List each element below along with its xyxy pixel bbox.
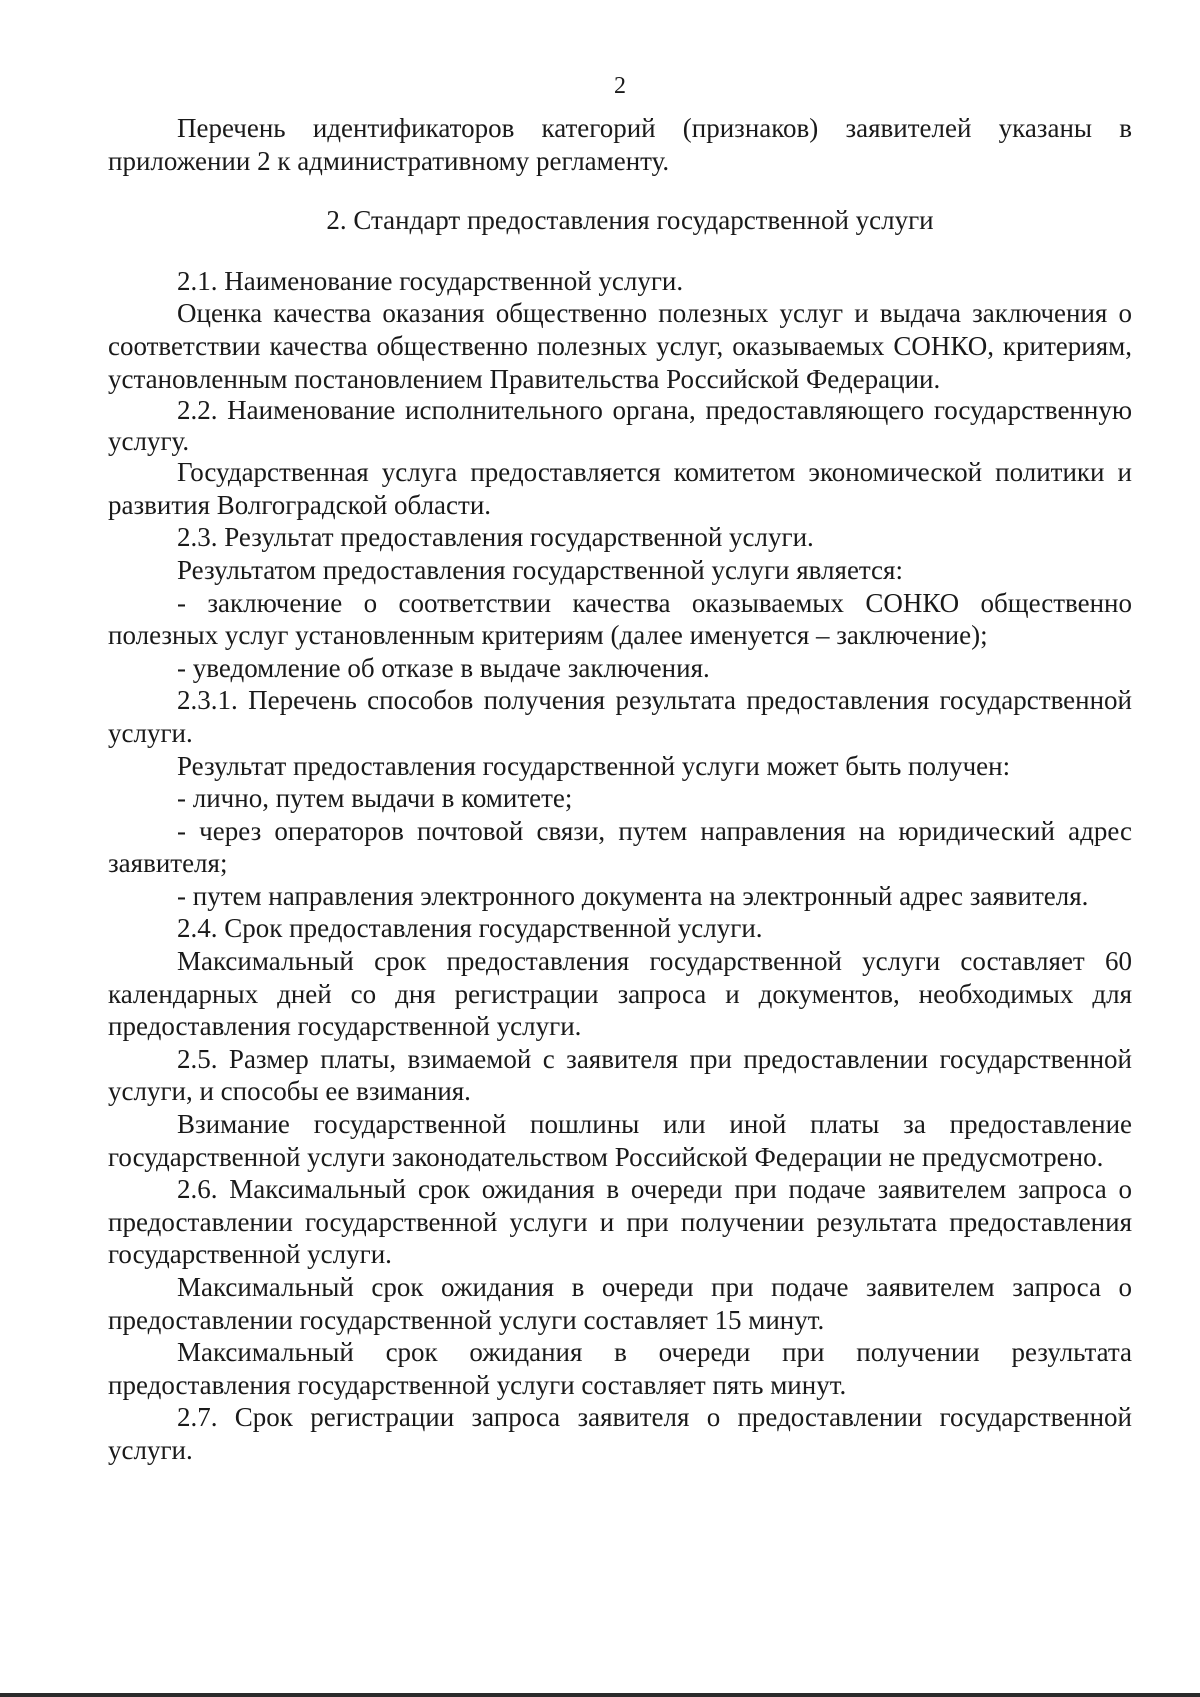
paragraph-2-3-heading: 2.3. Результат предоставления государственной услуги. — [177, 522, 814, 553]
list-item-in-person: - лично, путем выдачи в комитете; — [177, 783, 573, 814]
paragraph-2-2-heading: 2.2. Наименование исполнительного органа, предоставляющего государственную услугу. — [108, 395, 1132, 456]
paragraph-2-7-heading: 2.7. Срок регистрации запроса заявителя о предоставлении государственной услуги. — [108, 1402, 1132, 1465]
section-title: 2. Стандарт предоставления государственной услуги — [326, 205, 934, 236]
scan-bottom-edge — [0, 1693, 1200, 1697]
paragraph-2-5-heading: 2.5. Размер платы, взимаемой с заявителя при предоставлении государственной услуги, и способы ее взимания. — [108, 1043, 1132, 1107]
list-item-refusal: - уведомление об отказе в выдаче заключения. — [177, 652, 710, 683]
paragraph-queue-submission: Максимальный срок ожидания в очереди при подаче заявителем запроса о предоставлении государственной услуги составляет 15 минут. — [108, 1272, 1132, 1335]
paragraph-max-term: Максимальный срок предоставления государственной услуги составляет 60 календарных дней со дня регистрации запроса и документов, необходимых для предоставления государственной услуги. — [108, 946, 1132, 1042]
paragraph-2-3-1-heading: 2.3.1. Перечень способов получения результата предоставления государственной услуги. — [108, 685, 1132, 748]
paragraph-2-4-heading: 2.4. Срок предоставления государственной услуги. — [177, 913, 763, 944]
document-body — [108, 112, 1132, 1467]
list-item-conclusion: - заключение о соответствии качества оказываемых СОНКО общественно полезных услуг установленным критериям (далее именуется – заключение); — [108, 587, 1132, 651]
list-item-postal: - через операторов почтовой связи, путем направления на юридический адрес заявителя; — [108, 815, 1132, 879]
paragraph-result-intro: Результатом предоставления государственной услуги является: — [177, 554, 903, 585]
paragraph-no-fee: Взимание государственной пошлины или иной платы за предоставление государственной услуги законодательством Российской Федерации не предусмотрено. — [108, 1109, 1132, 1172]
paragraph-provider: Государственная услуга предоставляется комитетом экономической политики и развития Волгоградской области. — [108, 457, 1132, 520]
paragraph-2-6-heading: 2.6. Максимальный срок ожидания в очереди при подаче заявителем запроса о предоставлении государственной услуги и при получении результата предоставления государственной услуги. — [108, 1174, 1132, 1270]
paragraph-service-name: Оценка качества оказания общественно полезных услуг и выдача заключения о соответствии качества общественно полезных услуг, оказываемых СОНКО, критериям, установленным постановлением Правительства Российской Федерации. — [108, 298, 1132, 394]
paragraph-result-methods-intro: Результат предоставления государственной услуги может быть получен: — [177, 750, 1011, 781]
paragraph-2-1-heading: 2.1. Наименование государственной услуги. — [177, 265, 684, 296]
page-number: 2 — [614, 73, 626, 99]
list-item-electronic: - путем направления электронного документа на электронный адрес заявителя. — [177, 880, 1089, 911]
paragraph-applicant-identifiers: Перечень идентификаторов категорий (признаков) заявителей указаны в приложении 2 к административному регламенту. — [108, 113, 1132, 176]
paragraph-queue-result: Максимальный срок ожидания в очереди при получении результата предоставления государственной услуги составляет пять минут. — [108, 1337, 1132, 1400]
